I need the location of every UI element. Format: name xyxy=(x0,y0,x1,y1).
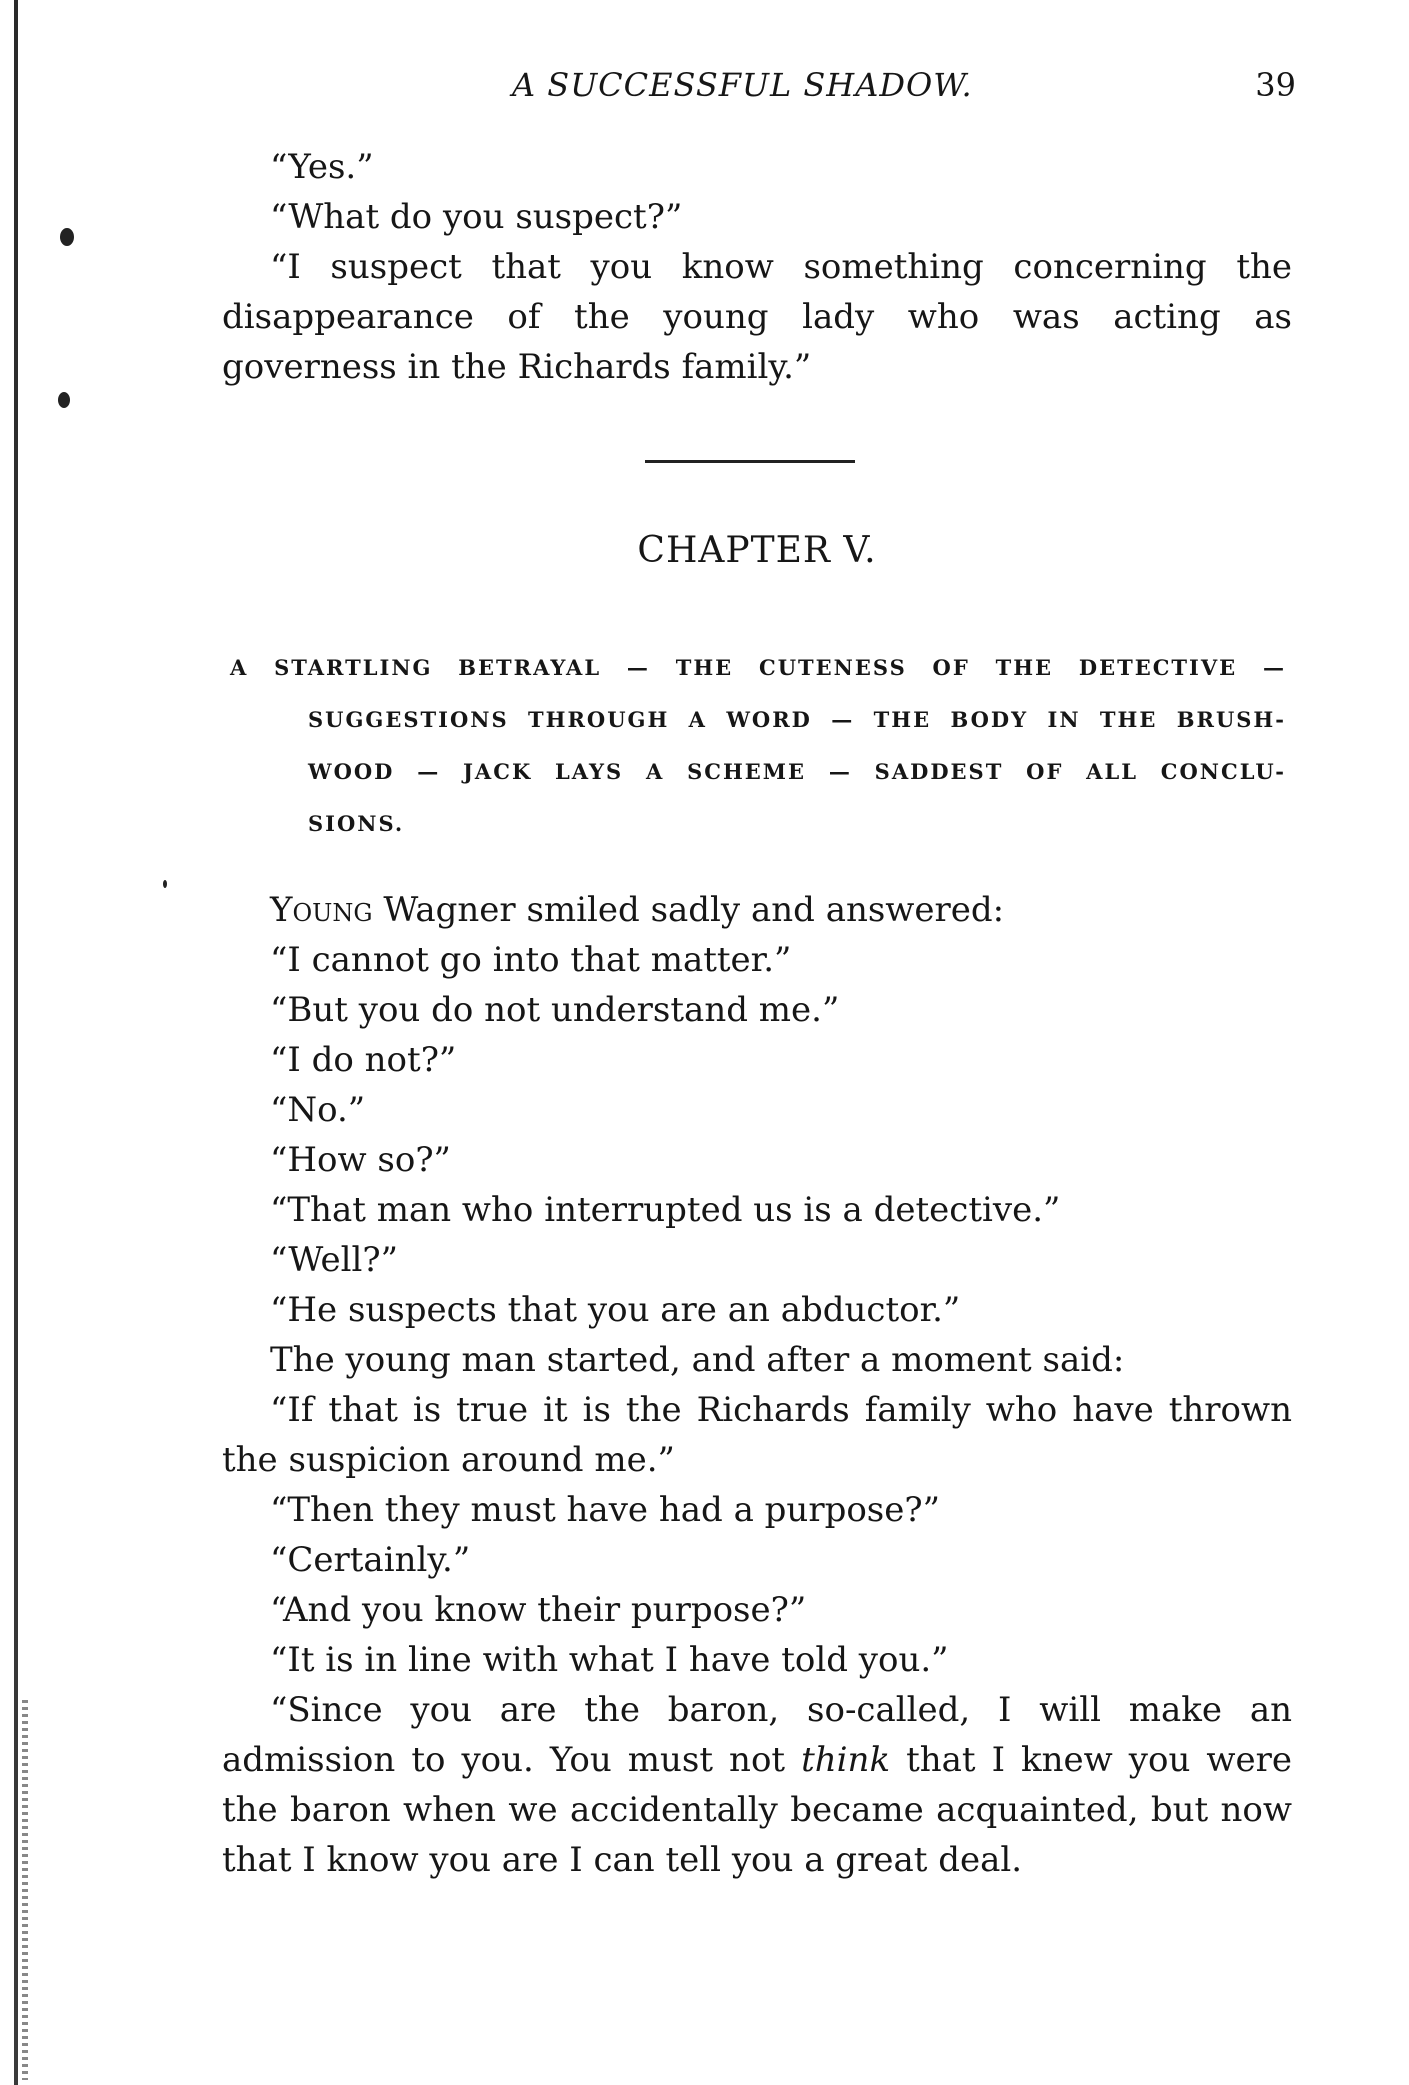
paragraph xyxy=(222,885,1292,935)
summary-line: A STARTLING BETRAYAL — THE CUTENESS OF THE DETECTIVE — xyxy=(230,655,1286,680)
paragraph: “No.” xyxy=(270,1090,366,1130)
paragraph: “How so?” xyxy=(270,1140,451,1180)
ink-speck xyxy=(163,880,167,888)
paragraph: The young man started, and after a moment said: xyxy=(270,1340,1125,1380)
summary-line: SUGGESTIONS THROUGH A WORD — THE BODY IN THE BRUSH- xyxy=(308,707,1286,732)
top-dialogue xyxy=(222,142,1292,392)
paragraph: “But you do not understand me.” xyxy=(270,990,840,1030)
page-binding-edge xyxy=(14,0,18,2085)
paragraph: “He suspects that you are an abductor.” xyxy=(270,1290,961,1330)
chapter-summary xyxy=(230,642,1286,850)
running-title: A SUCCESSFUL SHADOW. xyxy=(512,66,973,104)
page-binding-texture xyxy=(22,1700,28,2080)
chapter-heading xyxy=(0,530,1409,571)
chapter-body xyxy=(222,885,1292,1885)
paragraph-text: that I knew you were the baron when we accidentally became acquainted, but now that I know you are I can tell you a great deal. xyxy=(222,1740,1292,1880)
ink-speck xyxy=(60,228,74,246)
paragraph: “Well?” xyxy=(270,1240,398,1280)
page-header xyxy=(220,66,1296,106)
paragraph: “Then they must have had a purpose?” xyxy=(270,1490,940,1530)
summary-line: SIONS. xyxy=(308,811,405,836)
small-caps-opening: Young xyxy=(270,890,373,930)
paragraph: “I suspect that you know something concerning the disappearance of the young lady who was acting as governess in the Richards family.” xyxy=(222,247,1292,387)
paragraph: “It is in line with what I have told you.” xyxy=(270,1640,949,1680)
paragraph: “Certainly.” xyxy=(270,1540,471,1580)
paragraph: “What do you suspect?” xyxy=(270,197,683,237)
section-divider xyxy=(645,460,855,463)
paragraph xyxy=(222,1685,1292,1885)
summary-line: WOOD — JACK LAYS A SCHEME — SADDEST OF ALL CONCLU- xyxy=(308,759,1286,784)
opening-text: Wagner smiled sadly and answered: xyxy=(372,890,1005,930)
emphasized-word: think xyxy=(801,1740,891,1780)
paragraph: “Yes.” xyxy=(270,147,374,187)
paragraph-text: “Since you are the baron, so-called, I will make an admission to you. You must not xyxy=(222,1690,1292,1780)
paragraph: “I do not?” xyxy=(270,1040,457,1080)
paragraph: “That man who interrupted us is a detective.” xyxy=(270,1190,1061,1230)
chapter-title: CHAPTER V. xyxy=(637,530,877,571)
paragraph: “I cannot go into that matter.” xyxy=(270,940,792,980)
ink-speck xyxy=(58,392,70,408)
paragraph: “And you know their purpose?” xyxy=(270,1590,807,1630)
paragraph: “If that is true it is the Richards family who have thrown the suspicion around me.” xyxy=(222,1390,1292,1480)
page-number: 39 xyxy=(1255,66,1296,104)
